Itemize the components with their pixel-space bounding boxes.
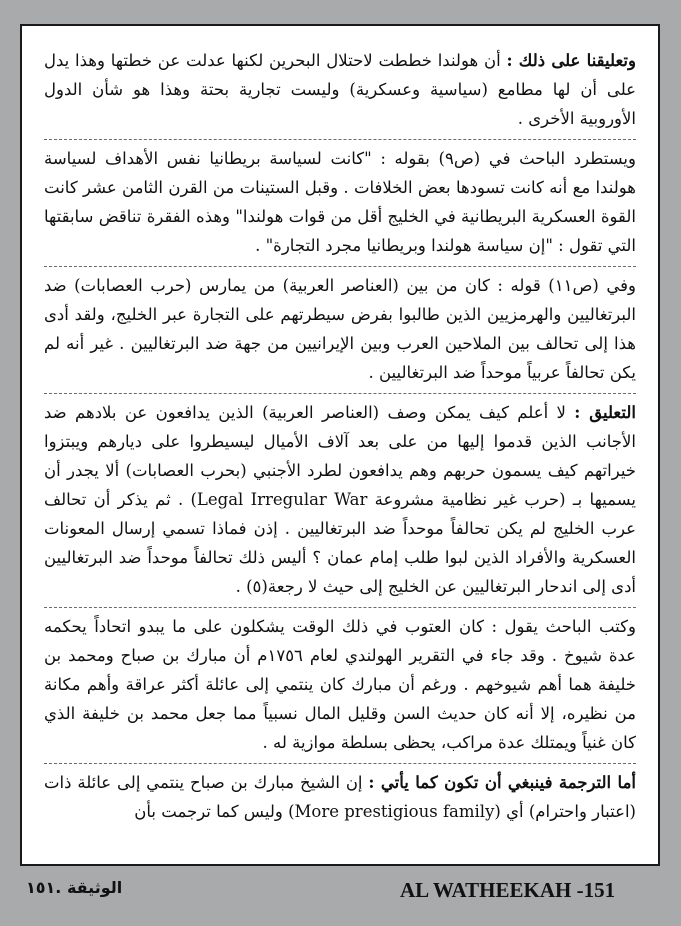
paragraph-6-lead: أما الترجمة فينبغي أن تكون كما يأتي :	[368, 773, 636, 792]
page-footer	[20, 874, 660, 904]
footer-journal-arabic: الوثيقة .١٥١	[26, 878, 123, 897]
divider	[44, 139, 636, 140]
paragraph-6-text: إن الشيخ مبارك بن صباح ينتمي إلى عائلة ذات (اعتبار واحترام) أي (More prestigious family) وليس كما ترجمت بأن	[44, 773, 636, 821]
paragraph-1	[44, 46, 636, 133]
paragraph-1-lead: وتعليقنا على ذلك :	[506, 51, 636, 70]
paragraph-2-text: ويستطرد الباحث في (ص٩) بقوله : "كانت لسياسة بريطانيا نفس الأهداف لسياسة هولندا مع أنه كانت تسودها بعض الخلافات . وقبل الستينات من القرن الثامن عشر كانت القوة العسكرية البريطانية في الخليج أقل من قوات هولندا" وهذه الفقرة تناقض سابقتها التي تقول : "إن سياسة هولندا وبريطانيا مجرد التجارة" .	[44, 149, 636, 255]
divider	[44, 607, 636, 608]
paragraph-4-text: لا أعلم كيف يمكن وصف (العناصر العربية) الذين يدافعون عن بلادهم ضد الأجانب الذين قدموا إليها من على بعد آلاف الأميال ليسيطروا على ديارهم ويبتزوا خيراتهم كيف يسمون حربهم وهم يدافعون لطرد الأجنبي (بحرب العصابات) ألا يجدر أن يسميها بـ (حرب غير نظامية مشروعة Legal Irregular War) . ثم يذكر أن تحالف عرب الخليج لم يكن تحالفاً موحداً ضد البرتغاليين . إذن فماذا تسمي إرسال المعونات العسكرية والأفراد الذين لبوا طلب إمام عمان ؟ أليس ذلك تحالفاً موحداً ضد البرتغاليين أدى إلى اندحار البرتغاليين عن الخليج إلى حيث لا رجعة(٥) .	[44, 403, 637, 596]
paragraph-5-text: وكتب الباحث يقول : كان العتوب في ذلك الوقت يشكلون على ما يبدو اتحاداً يحكمه عدة شيوخ . وقد جاء في التقرير الهولندي لعام ١٧٥٦م أن مبارك بن صباح ومحمد بن خليفة هما أهم شيوخهم . ورغم أن مبارك كان ينتمي إلى عائلة أكثر عراقة وأهم مكانة من نظيره، إلا أنه كان حديث السن وقليل المال نسبياً مما جعل محمد بن خليفة الذي كان غنياً ويمتلك عدة مراكب، يحظى بسلطة موازية له .	[44, 617, 636, 752]
paragraph-3	[44, 271, 636, 387]
divider	[44, 763, 636, 764]
footer-journal-english: AL WATHEEKAH -151	[400, 878, 616, 902]
paragraph-6	[44, 768, 636, 826]
divider	[44, 266, 636, 267]
paragraph-5	[44, 612, 636, 757]
paragraph-2	[44, 144, 636, 260]
paragraph-4	[44, 398, 636, 601]
paragraph-3-text: وفي (ص١١) قوله : كان من بين (العناصر العربية) من يمارس (حرب العصابات) ضد البرتغاليين والهرمزيين الذين طالبوا بفرض سيطرتهم على التجارة عبر الخليج، ولقد أدى هذا إلى تحالف بين الملاحين العرب وبين الإيرانيين من جهة ضد البرتغاليين . غير أنه لم يكن تحالفاً عربياً موحداً ضد البرتغاليين .	[44, 276, 636, 382]
divider	[44, 393, 636, 394]
paragraph-1-text: أن هولندا خططت لاحتلال البحرين لكنها عدلت عن خطتها وهذا يدل على أن لها مطامع (سياسية وعسكرية) وليست تجارية بحتة وهذا هو شأن الدول الأوروبية الأخرى .	[44, 51, 636, 128]
page-content-box	[20, 24, 660, 866]
paragraph-4-lead: التعليق :	[574, 403, 636, 422]
